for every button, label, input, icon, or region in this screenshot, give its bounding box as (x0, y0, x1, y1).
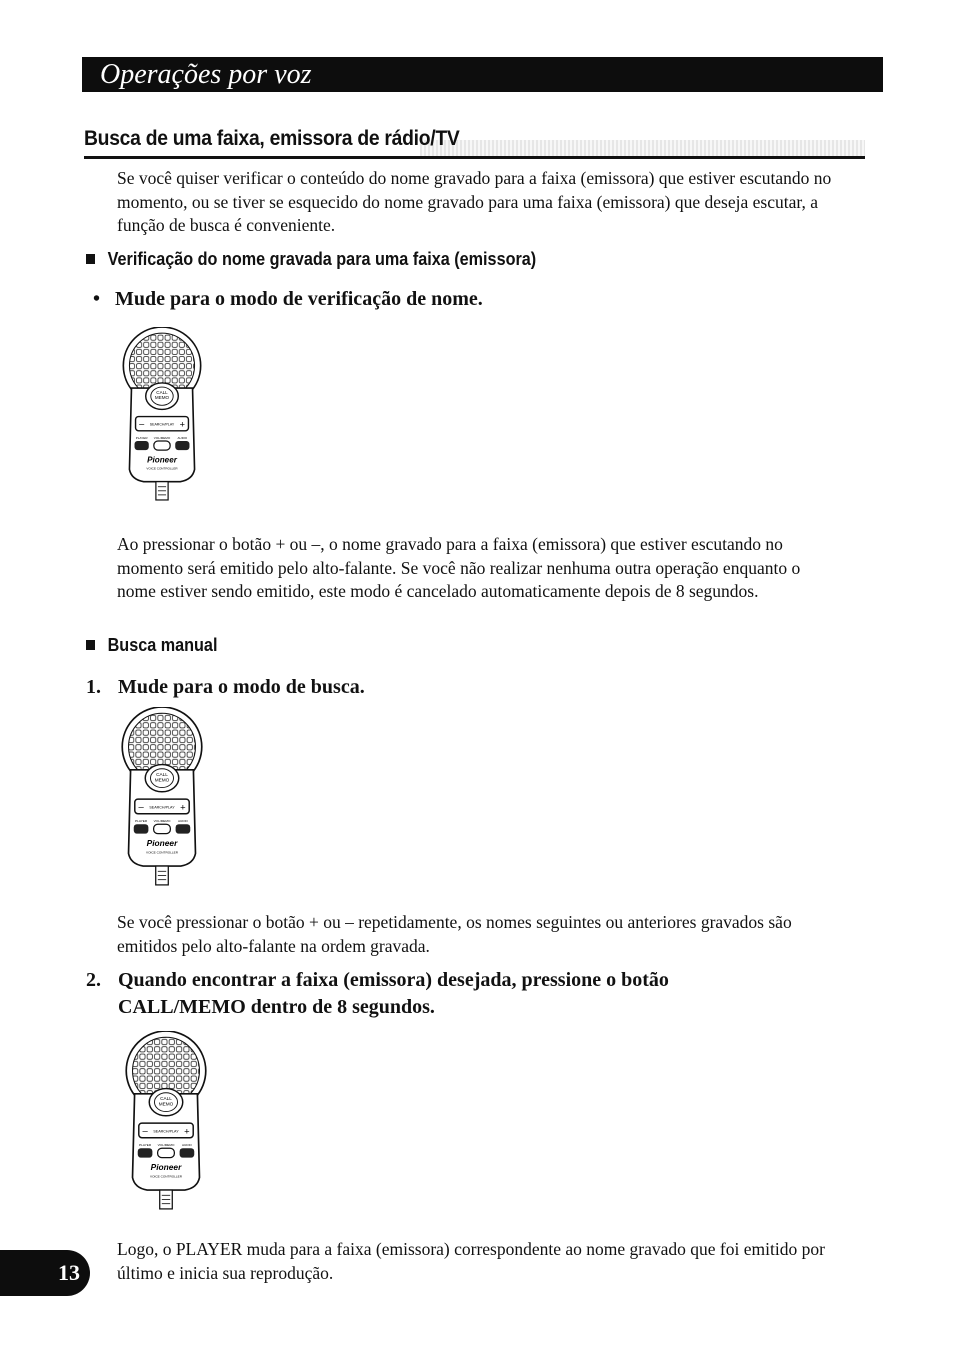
voice-controller-illustration-1 (117, 327, 207, 502)
call-label: CALL (156, 772, 168, 778)
verification-heading-text: Verificação do nome gravada para uma faixa (emissora) (107, 249, 537, 269)
audio-label: AUDIO (177, 819, 188, 824)
bullet-text: Mude para o modo de verificação de nome. (115, 288, 483, 310)
manual-search-heading (86, 635, 217, 656)
step-number: 2. (86, 969, 101, 991)
chapter-title: Operações por voz (100, 59, 312, 90)
model-label: VOICE CONTROLLER (146, 466, 178, 471)
volume-label: VOL/MEMO (157, 1143, 175, 1148)
intro-paragraph: Se você quiser verificar o conteúdo do nome gravado para a faixa (emissora) que estiver escutando no momento, ou se tiver se esquecido do nome gravado para uma faixa (emissora) que deseja escutar, a função de busca é conveniente. (117, 168, 832, 235)
audio-label: AUDIO (177, 435, 188, 440)
chapter-banner (82, 57, 883, 92)
player-label: PLAYER (135, 435, 148, 440)
brand-logo: Pioneer (147, 455, 177, 465)
manual-search-heading-text: Busca manual (107, 635, 218, 655)
plus-label: + (180, 801, 186, 813)
heading-square-icon (86, 254, 95, 264)
final-note: Logo, o PLAYER muda para a faixa (emissora) correspondente ao nome gravado que foi emitido por último e inicia sua reprodução. (117, 1239, 825, 1283)
memo-label: MEMO (154, 395, 170, 401)
volume-label: VOL/MEMO (153, 435, 171, 440)
section-title-band (420, 140, 865, 156)
search-label: SEARCH/PLAY (149, 805, 175, 810)
brand-logo: Pioneer (150, 1162, 182, 1173)
minus-label: – (142, 1124, 148, 1136)
verification-heading (86, 249, 536, 270)
bullet-marker: • (93, 288, 101, 310)
model-label: VOICE CONTROLLER (150, 1174, 182, 1179)
step-text: Quando encontrar a faixa (emissora) desejada, pressione o botão CALL/MEMO dentro de 8 segundos. (118, 969, 669, 1018)
step1-note: Se você pressionar o botão + ou – repetidamente, os nomes seguintes ou anteriores gravados são emitidos pelo alto-falante na ordem gravada. (117, 912, 792, 956)
plus-label: + (184, 1125, 190, 1137)
step-number: 1. (86, 676, 101, 698)
memo-label: MEMO (158, 1101, 174, 1107)
search-label: SEARCH/PLAY (153, 1129, 179, 1134)
page-number: 13 (58, 1260, 80, 1285)
step-text: Mude para o modo de busca. (118, 676, 365, 698)
voice-controller-illustration-3 (121, 1031, 211, 1211)
volume-label: VOL/MEMO (153, 819, 171, 824)
search-label: SEARCH/PLAY (149, 422, 175, 427)
minus-label: – (138, 800, 144, 812)
voice-controller-illustration-2 (117, 707, 207, 887)
memo-label: MEMO (154, 777, 170, 783)
player-label: PLAYER (139, 1143, 152, 1148)
verification-description: Ao pressionar o botão + ou –, o nome gravado para a faixa (emissora) que estiver escutando no momento será emitido pelo alto-falante. Se você não realizar nenhuma outra operação enquanto o nome estiver sendo emitido, este modo é cancelado automaticamente depois de 8 segundos. (117, 534, 801, 601)
section-title-rule (84, 156, 865, 159)
heading-square-icon (86, 640, 95, 650)
section-title: Busca de uma faixa, emissora de rádio/TV (84, 127, 460, 150)
player-label: PLAYER (135, 819, 148, 824)
page-number-tab (0, 1250, 90, 1296)
call-label: CALL (156, 390, 168, 396)
audio-label: AUDIO (181, 1143, 192, 1148)
brand-logo: Pioneer (146, 838, 178, 849)
minus-label: – (139, 418, 145, 429)
plus-label: + (179, 419, 186, 430)
model-label: VOICE CONTROLLER (146, 850, 178, 855)
call-label: CALL (160, 1096, 172, 1102)
